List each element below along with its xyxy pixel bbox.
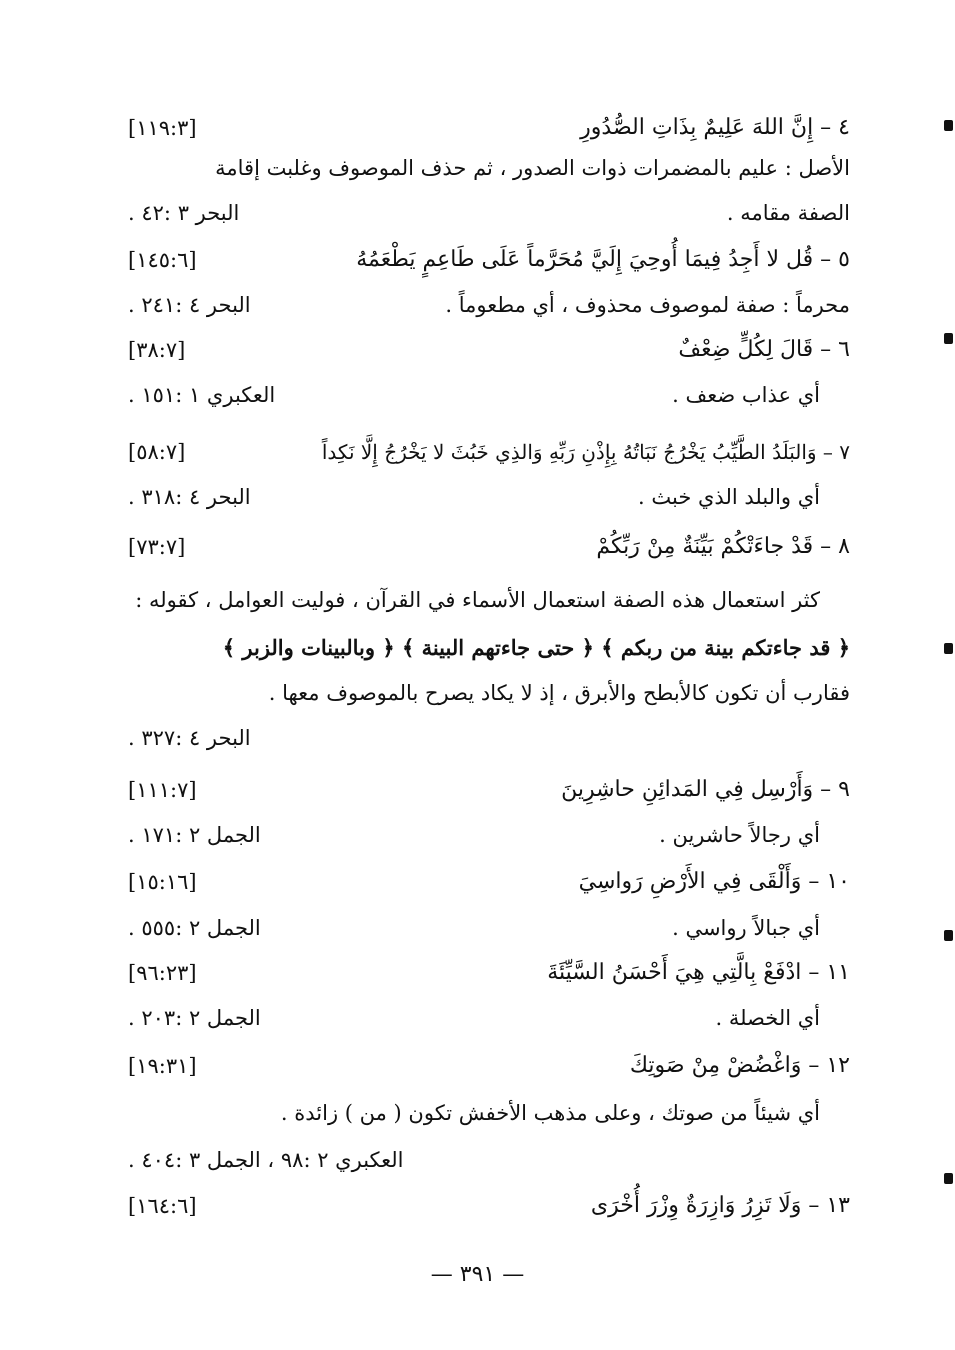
scan-mark [944,643,953,654]
verse-text: ٦ – قَالَ لِكُلٍّ ضِعْفٌ [678,337,850,362]
verse-line-11 [128,953,850,993]
commentary-line [128,193,850,233]
verse-text: ١٠ – وَأَلْقَى فِي الأَرْضِ رَواسِيَ [578,869,850,894]
commentary-line [128,1140,850,1180]
source-citation: الجمل ٢ :١٧١ . [128,823,261,847]
verse-text: ١١ – ادْفَعْ بِالَّتِي هِيَ أَحْسَنُ السَّيِّئَةَ [547,960,850,985]
verse-reference: [٩٦:٢٣] [128,961,197,985]
verse-reference: [١١١:٧] [128,778,197,802]
verse-reference: [٣٨:٧] [128,338,186,362]
commentary-line [128,1093,850,1133]
commentary-line [128,718,850,758]
source-citation: البحر ٣ :٤٢ . [128,201,240,225]
verse-line-13 [128,1186,850,1226]
source-citation: البحر ٤ :٢٤١ . [128,293,251,317]
source-citation: الجمل ٢ :٥٥٥ . [128,916,261,940]
verse-line-8 [128,527,850,567]
commentary-text: محرماً : صفة لموصوف محذوف ، أي مطعوماً . [445,293,850,317]
verse-line-4 [128,108,850,148]
commentary-text: أي رجالاً حاشرين . [659,823,820,847]
verse-text: ٨ – قَدْ جاءَتْكُمْ بَيِّنَةٌ مِنْ رَبِّكُمْ [596,534,850,559]
source-citation: العكبري ١ :١٥١ . [128,383,276,407]
commentary-line [128,477,850,517]
verse-text: ٩ – وَأَرْسِل فِي المَدائِنِ حاشِرِينَ [561,777,850,802]
commentary-line [128,815,850,855]
verse-line-7 [128,432,850,472]
verse-reference: [١٩:٣١] [128,1054,197,1078]
commentary-line [128,375,850,415]
verse-reference: [١٥:١٦] [128,870,197,894]
page-number: — ٣٩١ — [430,1262,525,1287]
commentary-line [128,285,850,325]
scan-mark [944,1173,953,1184]
verse-reference: [٥٨:٧] [128,440,186,464]
verse-line-10 [128,862,850,902]
commentary-text: أي جبالاً رواسي . [672,916,820,940]
verse-line-5 [128,240,850,280]
verse-line-6 [128,330,850,370]
verse-text: ٥ – قُل لا أَجِدُ فِيمَا أُوحِيَ إِلَيَّ مُحَرَّماً عَلَى طَاعِمٍ يَطْعَمُهُ [356,247,850,272]
commentary-text: كثر استعمال هذه الصفة استعمال الأسماء في القرآن ، فوليت العوامل ، كقوله : [135,588,820,612]
verse-line-9 [128,770,850,810]
verse-text: ١٢ – وَاغْضُضْ مِنْ صَوتِكَ [629,1053,850,1078]
source-citation: البحر ٤ :٣٢٧ . [128,726,251,750]
quoted-verses-line [128,628,850,668]
source-citation: الجمل ٢ :٢٠٣ . [128,1006,261,1030]
scan-mark [944,120,953,131]
scan-mark [944,930,953,941]
quoted-verses-text: ﴿ قد جاءتكم بينة من ربكم ﴾ ﴿ حتى جاءتهم البينة ﴾ ﴿ وبالبينات والزبر ﴾ [222,635,850,660]
verse-reference: [١١٩:٣] [128,116,197,140]
commentary-line [128,908,850,948]
scan-mark [944,333,953,344]
commentary-line [128,580,850,620]
commentary-line [128,148,850,188]
commentary-text: أي الخصلة . [715,1006,820,1030]
verse-reference: [١٤٥:٦] [128,248,197,272]
commentary-line [128,998,850,1038]
commentary-text: أي والبلد الذي خبث . [638,485,820,509]
commentary-text: أي شيئاً من صوتك ، وعلى مذهب الأخفش تكون ( من ) زائدة . [280,1101,820,1125]
commentary-text: فقارب أن تكون كالأبطح والأبرق ، إذ لا يكاد يصرح بالموصوف معها . [268,681,850,705]
verse-line-12 [128,1046,850,1086]
commentary-line [128,673,850,713]
verse-text: ٧ – وَالبَلَدُ الطَّيِّبُ يَخْرُجُ نَبَاتُهُ بِإِذْنِ رَبِّهِ وَالذِي خَبُثَ لا يَخْرُجُ إِلَّا نَكِداً [321,440,850,464]
source-citation: البحر ٤ :٣١٨ . [128,485,251,509]
commentary-text: أي عذاب ضعف . [672,383,820,407]
verse-reference: [١٦٤:٦] [128,1194,197,1218]
source-citation: العكبري ٢ :٩٨ ، الجمل ٣ :٤٠٤ . [128,1148,404,1172]
verse-reference: [٧٣:٧] [128,535,186,559]
commentary-text: الصفة مقامه . [726,201,850,225]
commentary-text: الأصل : عليم بالمضمرات ذوات الصدور ، ثم حذف الموصوف وغلبت إقامة [215,156,850,180]
verse-text: ٤ – إِنَّ اللهَ عَلِيمٌ بِذَاتِ الصُّدُورِ [580,115,850,140]
verse-text: ١٣ – وَلَا تَزِرُ وَازِرَةٌ وِزْرَ أُخْرَى [590,1193,850,1218]
